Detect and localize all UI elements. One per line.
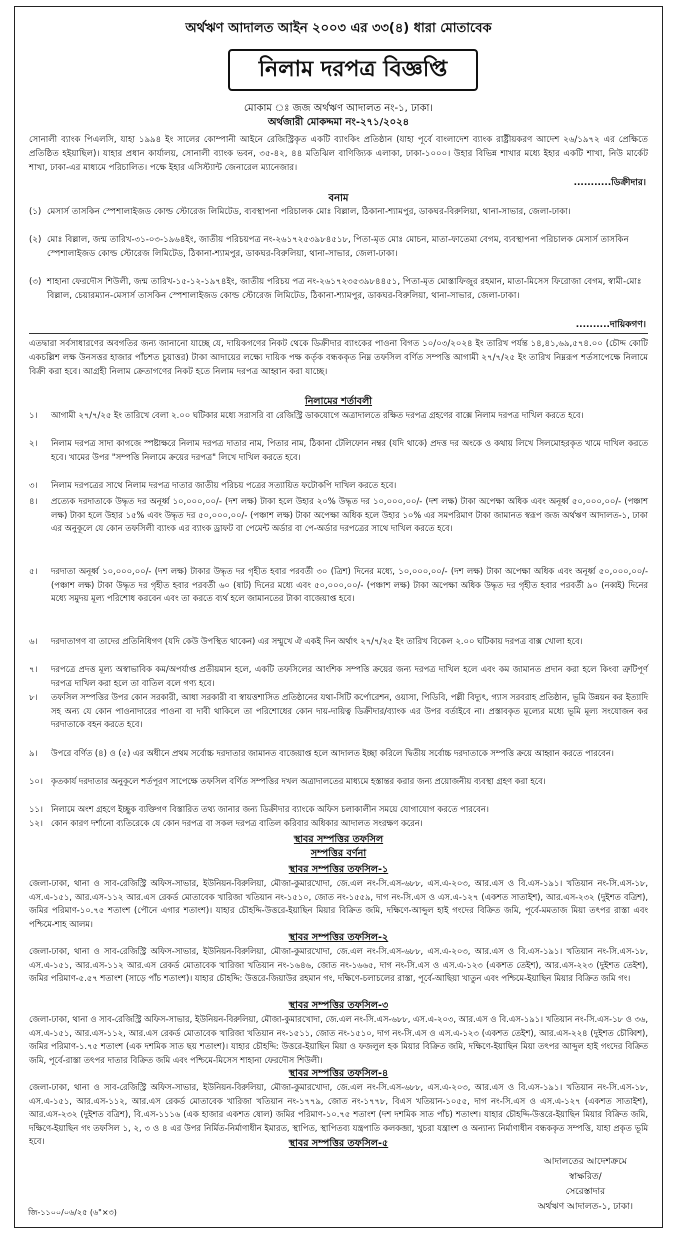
defendant-1: (১) মেসার্স তাসকিন স্পেশালাইজড কোল্ড স্টোরেজ লিমিটেড, ব্যবস্থাপনা পরিচালক মোঃ বিল্লাল, ঠিকানা-শ্যামপুর, ডাকঘর-বিরুলিয়া, থানা-সাভার, জেলা-ঢাকা। [29, 205, 648, 219]
schedule-text: জেলা-ঢাকা, থানা ও সাব-রেজিস্ট্রি অফিস-সাভার, ইউনিয়ন-বিরুলিয়া, মৌজা-কুমারখোদা, জে.এল নং-সি.এস-৬৮৮, এস.এ-২০৩, আর.এস ও বি.এস-১৯১। খতিয়ান নং-সি.এস-১৮, এস.এ-১৫১, আর.এস-১১২ আর.এস রেকর্ড মোতাবেক খারিজা খতিয়ান নং-১৬৪৬, জোত নং-১৬৬৫, দাগ নং-সি.এস ও এস.এ-১২৩ (একশত তেইশ), আর.এস-২২৩ (দুইশত তেইশ), জমির পরিমাণ-৫.৫৭ শতাংশ (সাড়ে পাঁচ শতাংশ)। যাহার চৌহদ্দি: উত্তরে-জিয়াউর রহমান গং, দক্ষিণে-চলাচলের রাস্তা, পূর্বে-আছিয়া খাতুন এবং পশ্চিমে-ইয়াছিন মিয়ার বিক্রিত জমি গং। [29, 946, 648, 984]
condition-item: ১২। কোন কারণ দর্শানো ব্যতিরেকে যে কোন দরপত্র বা সকল দরপত্র বাতিল করিবার অধিকার আদালত সংরক্ষণ করেন। [29, 818, 423, 828]
condition-item: ৫। দরদাতা অনূর্ধ্ব ১০,০০০,০০/- (দশ লক্ষ) টাকার উদ্ধৃত দর গৃহীত হবার পরবর্তী ৩০ (ত্রিশ) দিনের মধ্যে, ১০,০০০,০০/- (দশ লক্ষ) টাকা অপেক্ষা অধিক এবং অনূর্ধ্ব ৫০,০০০,০০/- (পঞ্চাশ লক্ষ) টাকা উদ্ধৃত দর গৃহীত হবার পরবর্তী ৬০ (ষাট) দিনের মধ্যে এবং ৫০,০০০,০০/- (পঞ্চাশ লক্ষ) টাকা অপেক্ষা অধিক উদ্ধৃত দর গৃহীত হবার পরবর্তী ৯০ (নব্বই) দিনের মধ্যে সমুদয় মূল্য পরিশোধ করবেন এবং তা করতে ব্যর্থ হলে জামানতের টাকা বাজেয়াপ্ত হবে। [29, 566, 648, 604]
signature-line: সেরেস্তাদার [565, 1187, 606, 1197]
act-reference: অর্থঋণ আদালত আইন ২০০৩ এর ৩৩(৪) ধারা মোতাবেক [185, 21, 492, 36]
property-subheading: সম্পত্তির বর্ণনা [310, 848, 367, 859]
condition-item: ৪। প্রত্যেক দরদাতাকে উদ্ধৃত দর অনূর্ধ্ব ১০,০০০,০০/- (দশ লক্ষ) টাকা হলে উহার ২০% উদ্ধৃত দর ১০,০০০,০০/- (দশ লক্ষ) টাকা অপেক্ষা অধিক এবং অনূর্ধ্ব ৫০,০০০,০০/- (পঞ্চাশ লক্ষ) টাকা হলে উহার ১৫% এবং উদ্ধৃত দর ৫০,০০০,০০/- (পঞ্চাশ লক্ষ) টাকা অপেক্ষা অধিক হলে উহার ১০% এর সমপরিমাণ টাকা জামানত স্বরূপ জজ অর্থঋণ আদালত-১, ঢাকা এর অনুকূলে যে কোন তফসিলী ব্যাংক এর ব্যাংক ড্রাফট বা পেমেন্ট অর্ডার বা পে-অর্ডার দরপত্রের সাথে দাখিল করতে হবে। [29, 496, 648, 534]
conditions-title: নিলামের শর্তাবলী [304, 396, 373, 407]
footer-code: জি-১১০০/০৬/২৫ (৬"×৩) [28, 1208, 117, 1217]
defendant-3-text: শাহানা ফেরদৌস শিউলী, জন্ম তারিখ-১৫-১২-১৯৭৪ইং, জাতীয় পরিচয় পত্র নং-২৬১৭২৩৫৩৯৮৪৪৫১, পিতা-মৃত মোস্তাফিজুর রহমান, মাতা-মিসেস ফিরোজা বেগম, স্বামী-মোঃ বিল্লাল, চেয়ারম্যান-মেসার্স তাসকিন স্পেশালাইজড কোল্ড স্টোরেজ লিমিটেড, ঠিকানা-শ্যামপুর, ডাকঘর-বিরুলিয়া, থানা-সাভার, জেলা-ঢাকা। [47, 277, 642, 301]
intro-paragraph: এতদ্বারা সর্বসাধারণের অবগতির জন্য জানানো যাচ্ছে যে, দায়িকগণের নিকট থেকে ডিক্রীদার ব্যাংকের পাওনা বিগত ১০/০৩/২০২৪ ইং তারিখ পর্যন্ত ১৪,৪১,৬৯,৫৭৪.০০ (চৌদ্দ কোটি একচল্লিশ লক্ষ উনসত্তর হাজার পাঁচশত চুয়াত্তর) টাকা আদায়ের লক্ষ্যে দায়িক পক্ষ কর্তৃক বন্ধককৃত নিম্ন তফসিল বর্ণিত সম্পত্তি আগামী ২৭/৭/২৫ ইং তারিখ নিম্নরূপ শর্তসাপেক্ষে নিলামে বিক্রী করা হবে। আগ্রহী নিলাম ক্রেতাগণের নিকট হতে নিলাম দরপত্র আহ্বান করা যাচ্ছে। [29, 339, 648, 377]
condition-item: ৮। তফসিল সম্পত্তির উপর কোন সরকারী, আধা সরকারী বা স্বায়ত্তশাসিত প্রতিষ্ঠানের যথা-সিটি কর্পোরেশন, ওয়াসা, পিডিবি, পল্লী বিদ্যুৎ, গ্যাস সরবরাহ প্রতিষ্ঠান, ভূমি উন্নয়ন কর ইত্যাদি সহ অন্য যে কোন পাওনাদারের পাওনা বা দাবী থাকিলে তা পরিশোধের কোন দায়-দায়িত্ব ডিক্রীদার/ব্যাংক এর উপর বর্তাইবে না। প্রস্তাবকৃত মূল্যের মধ্যে ভূমি মূল্য সংযোজন কর দরদাতাকে বহন করতে হবে। [29, 692, 648, 730]
plaintiff-role: ...........ডিক্রীদার। [573, 178, 646, 188]
condition-item: ১০। কৃতকার্য দরদাতার অনুকূলে শর্তপূরণ সাপেক্ষে তফসিল বর্ণিত সম্পত্তির দখল অত্রাদালতের মাধ্যমে হস্তান্তর করার জন্য প্রয়োজনীয় ব্যবস্থা গ্রহণ করা হবে। [29, 776, 546, 786]
signature-line: স্বাক্ষরিত/ [568, 1172, 602, 1182]
defendant-2: (২) মোঃ বিল্লাল, জন্ম তারিখ-৩১-০৩-১৯৬৪ইং, জাতীয় পরিচয়পত্র নং-২৬১৭২৫৩৯৮৪৫১৮, পিতা-মৃত মোঃ মোচন, মাতা-ফাতেমা বেগম, ব্যবস্থাপনা পরিচালক মেসার্স তাসকিন স্পেশালাইজড কোল্ড স্টোরেজ লিমিটেড, ঠিকানা-শ্যামপুর, ডাকঘর-বিরুলিয়া, থানা-সাভার, জেলা-ঢাকা। [29, 233, 648, 261]
condition-item: ৬। দরদাতাগণ বা তাদের প্রতিনিধিগণ (যদি কেউ উপস্থিত থাকেন) এর সম্মুখে ঐ একই দিন অর্থাৎ ২৭/৭/২৫ ইং তারিখ বিকেল ২.০০ ঘটিকায় দরপত্র বাক্স খোলা হবে। [29, 636, 583, 646]
condition-item: ৯। উপরে বর্ণিত (৪) ও (৫) এর অধীনে প্রথম সর্বোচ্চ দরদাতার জামানত বাজেয়াপ্ত হলে আদালত ইচ্ছা করিলে দ্বিতীয় সর্বোচ্চ দরদাতাকে সম্পত্তি ক্রয়ে আহ্বান করতে পারবেন। [29, 748, 614, 758]
defendant-1-text: মেসার্স তাসকিন স্পেশালাইজড কোল্ড স্টোরেজ লিমিটেড, ব্যবস্থাপনা পরিচালক মোঃ বিল্লাল, ঠিকানা-শ্যামপুর, ডাকঘর-বিরুলিয়া, থানা-সাভার, জেলা-ঢাকা। [47, 207, 571, 217]
divider [29, 333, 648, 334]
signature-line: অর্থঋণ আদালত-১, ঢাকা। [537, 1202, 633, 1212]
condition-item: ৭। দরপত্রে প্রদত্ত মূল্য অস্বাভাবিক কম/অপর্যাপ্ত প্রতীয়মান হলে, একটি তফসিলের আংশিক সম্পত্তি ক্রয়ের জন্য দরপত্র দাখিল হলে এবং কম জামানত প্রদান করা হলে কিংবা ত্রুটিপূর্ণ দরপত্র দাখিল করা হলে তা বাতিল বলে গণ্য হবে। [29, 664, 648, 688]
versus-label: বনাম [328, 193, 349, 204]
schedule-text: জেলা-ঢাকা, থানা ও সাব-রেজিস্ট্রি অফিস-সাভার, ইউনিয়ন-বিরুলিয়া, মৌজা-কুমারখোদা, জে.এল নং-সি.এস-৬৮৮, এস.এ-২০৩, আর.এস ও বি.এস-১৯১। খতিয়ান নং-সি.এস-১৮, এস.এ-১৫১, আর.এস-১১২, আর.এস রেকর্ড মোতাবেক খারিজা খতিয়ান নং-১৭৭৯, জোত নং-১৭৭৮, বিএস খতিয়ান-১০৫৫, দাগ নং-সি.এস ও এস.এ-১২৭ (একশত সাতাইশ), আর.এস-২৩২ (দুইশত বত্রিশ), বি.এস-১১১৬ (এক হাজার একশত ষোল) জমির পরিমাণ-১০.৭৫ শতাংশ (দশ দশমিক সাত পাঁচ) শতাংশ। যাহার চৌহদ্দি-উত্তরে-ইয়াছিন মিয়ার বিক্রিত জমি, দক্ষিণে-ইয়াছিন গং তফসিল ১, ২, ৩ ও ৪ এর উপর নির্মিত-নির্মাণাধীন ইমারত, স্থাপিত, স্থাপিতব্য যন্ত্রপাতি কলকব্জা, খুচরা যন্ত্রাংশ ও অন্যান্য নির্মাণাধীন বন্ধককৃত সম্পত্তি, যাহা প্রকৃত ভূমি হবে। [29, 1082, 648, 1147]
schedule-text: জেলা-ঢাকা, থানা ও সাব-রেজিস্ট্রি অফিস-সাভার, ইউনিয়ন-বিরুলিয়া, মৌজা-কুমারখোদা, জে.এল নং-সি.এস-৬৮৮, এস.এ-২০৩, আর.এস ও বি.এস-১৯১। খতিয়ান নং-সি.এস-১৮, এস.এ-১৫১, আর.এস-১১২ আর.এস রেকর্ড মোতাবেক খারিজা খতিয়ান নং-১৫১০, জোত নং-১৫৫৯, দাগ নং-সি.এস ও এস.এ-১২৭ (একশত সাতাইশ), আর.এস-২৩২ (দুইশত বত্রিশ), জমির পরিমাণ-১০.৭৫ শতাংশ (পৌনে এগার শতাংশ)। যাহার চৌহদ্দি-উত্তরে-ইয়াছিন মিয়ার বিক্রিত জমি, দক্ষিণে-আব্দুল হাই গংদের বিক্রিত জমি, পূর্বে-মমতাজ মিয়া তৎপর রাস্তা এবং পশ্চিমে-শাহ আলম। [29, 878, 648, 929]
defendant-3: (৩) শাহানা ফেরদৌস শিউলী, জন্ম তারিখ-১৫-১২-১৯৭৪ইং, জাতীয় পরিচয় পত্র নং-২৬১৭২৩৫৩৯৮৪৪৫১, পিতা-মৃত মোস্তাফিজুর রহমান, মাতা-মিসেস ফিরোজা বেগম, স্বামী-মোঃ বিল্লাল, চেয়ারম্যান-মেসার্স তাসকিন স্পেশালাইজড কোল্ড স্টোরেজ লিমিটেড, ঠিকানা-শ্যামপুর, ডাকঘর-বিরুলিয়া, থানা-সাভার, জেলা-ঢাকা। [29, 275, 648, 303]
schedule-title: স্থাবর সম্পত্তির তফসিল-৩ [288, 1000, 389, 1011]
schedule-title: স্থাবর সম্পত্তির তফসিল-২ [288, 932, 389, 943]
condition-item: ২। নিলাম দরপত্র সাদা কাগজে স্পষ্টাক্ষরে নিলাম দরপত্র দাতার নাম, পিতার নাম, ঠিকানা টেলিফোন নম্বর (যদি থাকে) প্রদত্ত দর অংকে ও কথায় লিখে সিলমোহরকৃত খামে দাখিল করতে হবে। খামের উপর "সম্পত্তি নিলামে ক্রয়ের দরপত্র" লিখে দাখিল করতে হবে। [29, 438, 648, 462]
defendant-2-text: মোঃ বিল্লাল, জন্ম তারিখ-৩১-০৩-১৯৬৪ইং, জাতীয় পরিচয়পত্র নং-২৬১৭২৫৩৯৮৪৫১৮, পিতা-মৃত মোঃ মোচন, মাতা-ফাতেমা বেগম, ব্যবস্থাপনা পরিচালক মেসার্স তাসকিন স্পেশালাইজড কোল্ড স্টোরেজ লিমিটেড, ঠিকানা-শ্যামপুর, ডাকঘর-বিরুলিয়া, থানা-সাভার, জেলা-ঢাকা। [47, 235, 629, 259]
signature-line: আদালতের আদেশক্রমে [543, 1157, 627, 1167]
defendant-role: ..........দায়িকগণ। [575, 320, 646, 330]
condition-item: ১। আগামী ২৭/৭/২৫ ইং তারিখে বেলা ২.০০ ঘটিকার মধ্যে সরাসরি বা রেজিস্ট্রি ডাকযোগে অত্রাদালতে রক্ষিত দরপত্র গ্রহণের বাক্সে নিলাম দরপত্র দাখিল করতে হবে। [29, 410, 584, 420]
schedule-text: জেলা-ঢাকা, থানা ও সাব-রেজিস্ট্রি অফিস-সাভার, ইউনিয়ন-বিরুলিয়া, মৌজা-কুমারখোদা, জে.এল নং-সি.এস-৬৮৮, এস.এ-২০৩, আর.এস ও বি.এস-১৯১। খতিয়ান নং-সি.এস-১৮ ও ৩৬, এস.এ-১৫১, আর.এস-১১২, আর.এস রেকর্ড মোতাবেক খারিজা খতিয়ান নং-১৫১১, জোত নং-১৫১০, দাগ নং-সি.এস ও এস.এ-১২৩ (একশত তেইশ), আর.এস-২২৪ (দুইশত চৌব্বিশ), জমির পরিমাণ-১.৭৫ শতাংশ (এক দশমিক সাত ছয় শতাংশ)। যাহার চৌহদ্দি: উত্তরে-ইয়াছিন মিয়া ও ফজলুল হক মিয়ার বিক্রিত জমি, দক্ষিণে-ইয়াছিন মিয়া তৎপর আব্দুল হাই গংদের বিক্রিত জমি, পূর্বে-রাস্তা তৎপর দাতার বিক্রিত জমি এবং পশ্চিমে-মিসেস শাহানা ফেরদৌস শিউলী। [29, 1014, 648, 1065]
plaintiff-text: সোনালী ব্যাংক পিএলসি, যাহা ১৯৯৪ ইং সালের কোম্পানী আইনে রেজিস্ট্রিকৃত একটি ব্যাংকিং প্রতিষ্ঠান (যাহা পূর্বে বাংলাদেশ ব্যাংক রাষ্ট্রীয়করণ আদেশ ২৬/১৯৭২ এর প্রেক্ষিতে প্রতিষ্ঠিত হইয়াছিল)। যাহার প্রধান কার্যালয়, সোনালী ব্যাংক ভবন, ৩৫-৪২, ৪৪ মতিঝিল বাণিজ্যিক এলাকা, ঢাকা-১০০০। উহার বিভিন্ন শাখার মধ্যে ইহার একটি শাখা, নিউ মার্কেট শাখা, ঢাকা-এর মাধ্যমে পরিচালিত। পক্ষে ইহার এসিস্ট্যান্ট জেনারেল ম্যানেজার। [29, 135, 648, 173]
property-heading: স্থাবর সম্পত্তির তফসিল [293, 834, 384, 845]
schedule-title: স্থাবর সম্পত্তির তফসিল-৫ [288, 1138, 389, 1149]
notice-page [14, 6, 663, 1228]
schedule-title: স্থাবর সম্পত্তির তফসিল-৪ [288, 1068, 389, 1079]
case-number: অর্থজারী মোকদ্দমা নং-২৭১/২০২৪ [267, 117, 410, 128]
page-title: নিলাম দরপত্র বিজ্ঞপ্তি [228, 49, 478, 91]
condition-item: ১১। নিলামে অংশ গ্রহণে ইচ্ছুক ব্যক্তিগণ বিস্তারিত তথ্য জানার জন্য ডিক্রীদার ব্যাংকে অফিস চলাকালীন সময়ে যোগাযোগ করতে পারবেন। [29, 804, 489, 814]
signature-block [534, 1152, 637, 1216]
condition-item: ৩। নিলাম দরপত্রের সাথে নিলাম দরপত্র দাতার জাতীয় পরিচয় পত্রের সত্যায়িত ফটোকপি দাখিল করতে হবে। [29, 480, 397, 490]
schedule-title: স্থাবর সম্পত্তির তফসিল-১ [288, 864, 389, 875]
court-name: মোকাম ঃ জজ অর্থঋণ আদালত নং-১, ঢাকা। [243, 103, 433, 114]
